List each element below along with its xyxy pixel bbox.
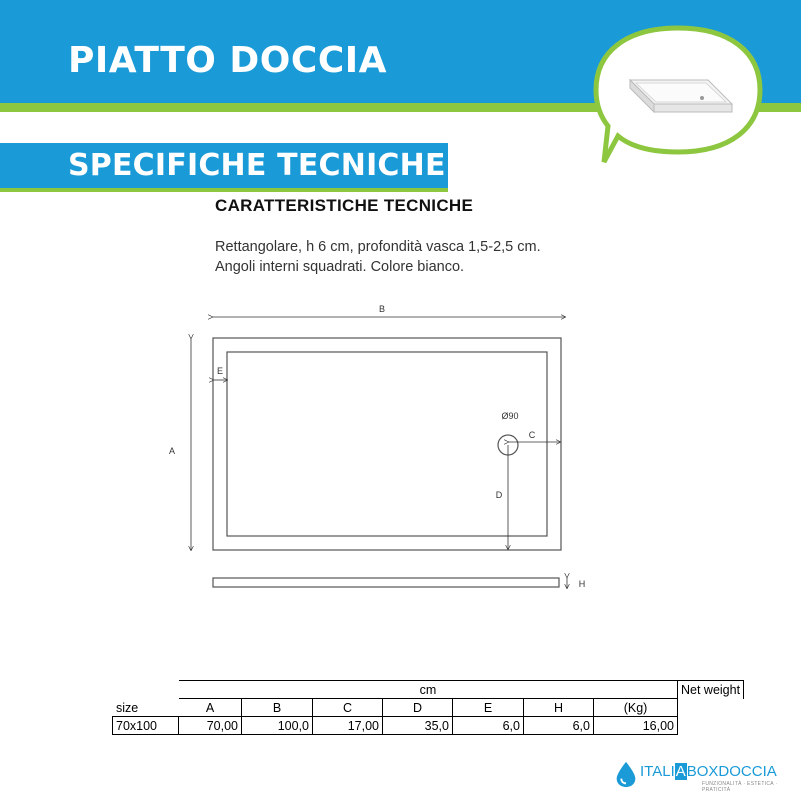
dimension-c-label: C — [528, 430, 536, 440]
column-header-b: B — [242, 699, 313, 717]
tray-side-profile — [213, 578, 559, 587]
tray-basin-outline — [227, 352, 547, 536]
value-cell-e: 6,0 — [453, 717, 524, 735]
column-header-c: C — [313, 699, 383, 717]
size-header: size — [113, 699, 179, 717]
specifications-table — [112, 680, 744, 735]
page-title: PIATTO DOCCIA — [68, 40, 388, 81]
section-title: SPECIFICHE TECNICHE — [68, 148, 446, 183]
brand-logo-text: ITALIABOXDOCCIA — [640, 763, 777, 780]
value-cell-c: 17,00 — [313, 717, 383, 735]
column-header-d: D — [383, 699, 453, 717]
dimension-a-label: A — [168, 446, 176, 456]
net-weight-unit: (Kg) — [594, 699, 678, 717]
value-cell-b: 100,0 — [242, 717, 313, 735]
drain-diameter-label: Ø90 — [501, 411, 519, 421]
value-cell-d: 35,0 — [383, 717, 453, 735]
content-heading: CARATTERISTICHE TECNICHE — [215, 196, 474, 215]
brand-tagline: FUNZIONALITÀ · ESTETICA · PRATICITÀ — [702, 781, 778, 793]
unit-header: cm — [179, 681, 678, 699]
water-drop-logo-icon — [613, 760, 639, 788]
technical-drawing — [160, 300, 600, 600]
value-cell-a: 70,00 — [179, 717, 242, 735]
table-header-row — [113, 681, 744, 699]
weight-cell: 16,00 — [594, 717, 678, 735]
table-row — [113, 717, 744, 735]
product-thumbnail-bubble — [590, 22, 766, 172]
dimension-e-label: E — [216, 366, 224, 376]
value-cell-h: 6,0 — [524, 717, 594, 735]
section-banner-stripe — [0, 188, 448, 192]
dimension-b-label: B — [378, 304, 386, 314]
column-header-a: A — [179, 699, 242, 717]
column-header-e: E — [453, 699, 524, 717]
column-header-h: H — [524, 699, 594, 717]
content-description: Rettangolare, h 6 cm, profondità vasca 1,5-2,5 cm. Angoli interni squadrati. Colore bianco. — [215, 239, 541, 275]
size-cell: 70x100 — [113, 717, 179, 735]
tray-outline — [213, 338, 561, 550]
table-column-row — [113, 699, 744, 717]
dimension-d-label: D — [495, 490, 503, 500]
dimension-h-label: H — [578, 579, 586, 589]
net-weight-header: Net weight — [678, 681, 744, 699]
